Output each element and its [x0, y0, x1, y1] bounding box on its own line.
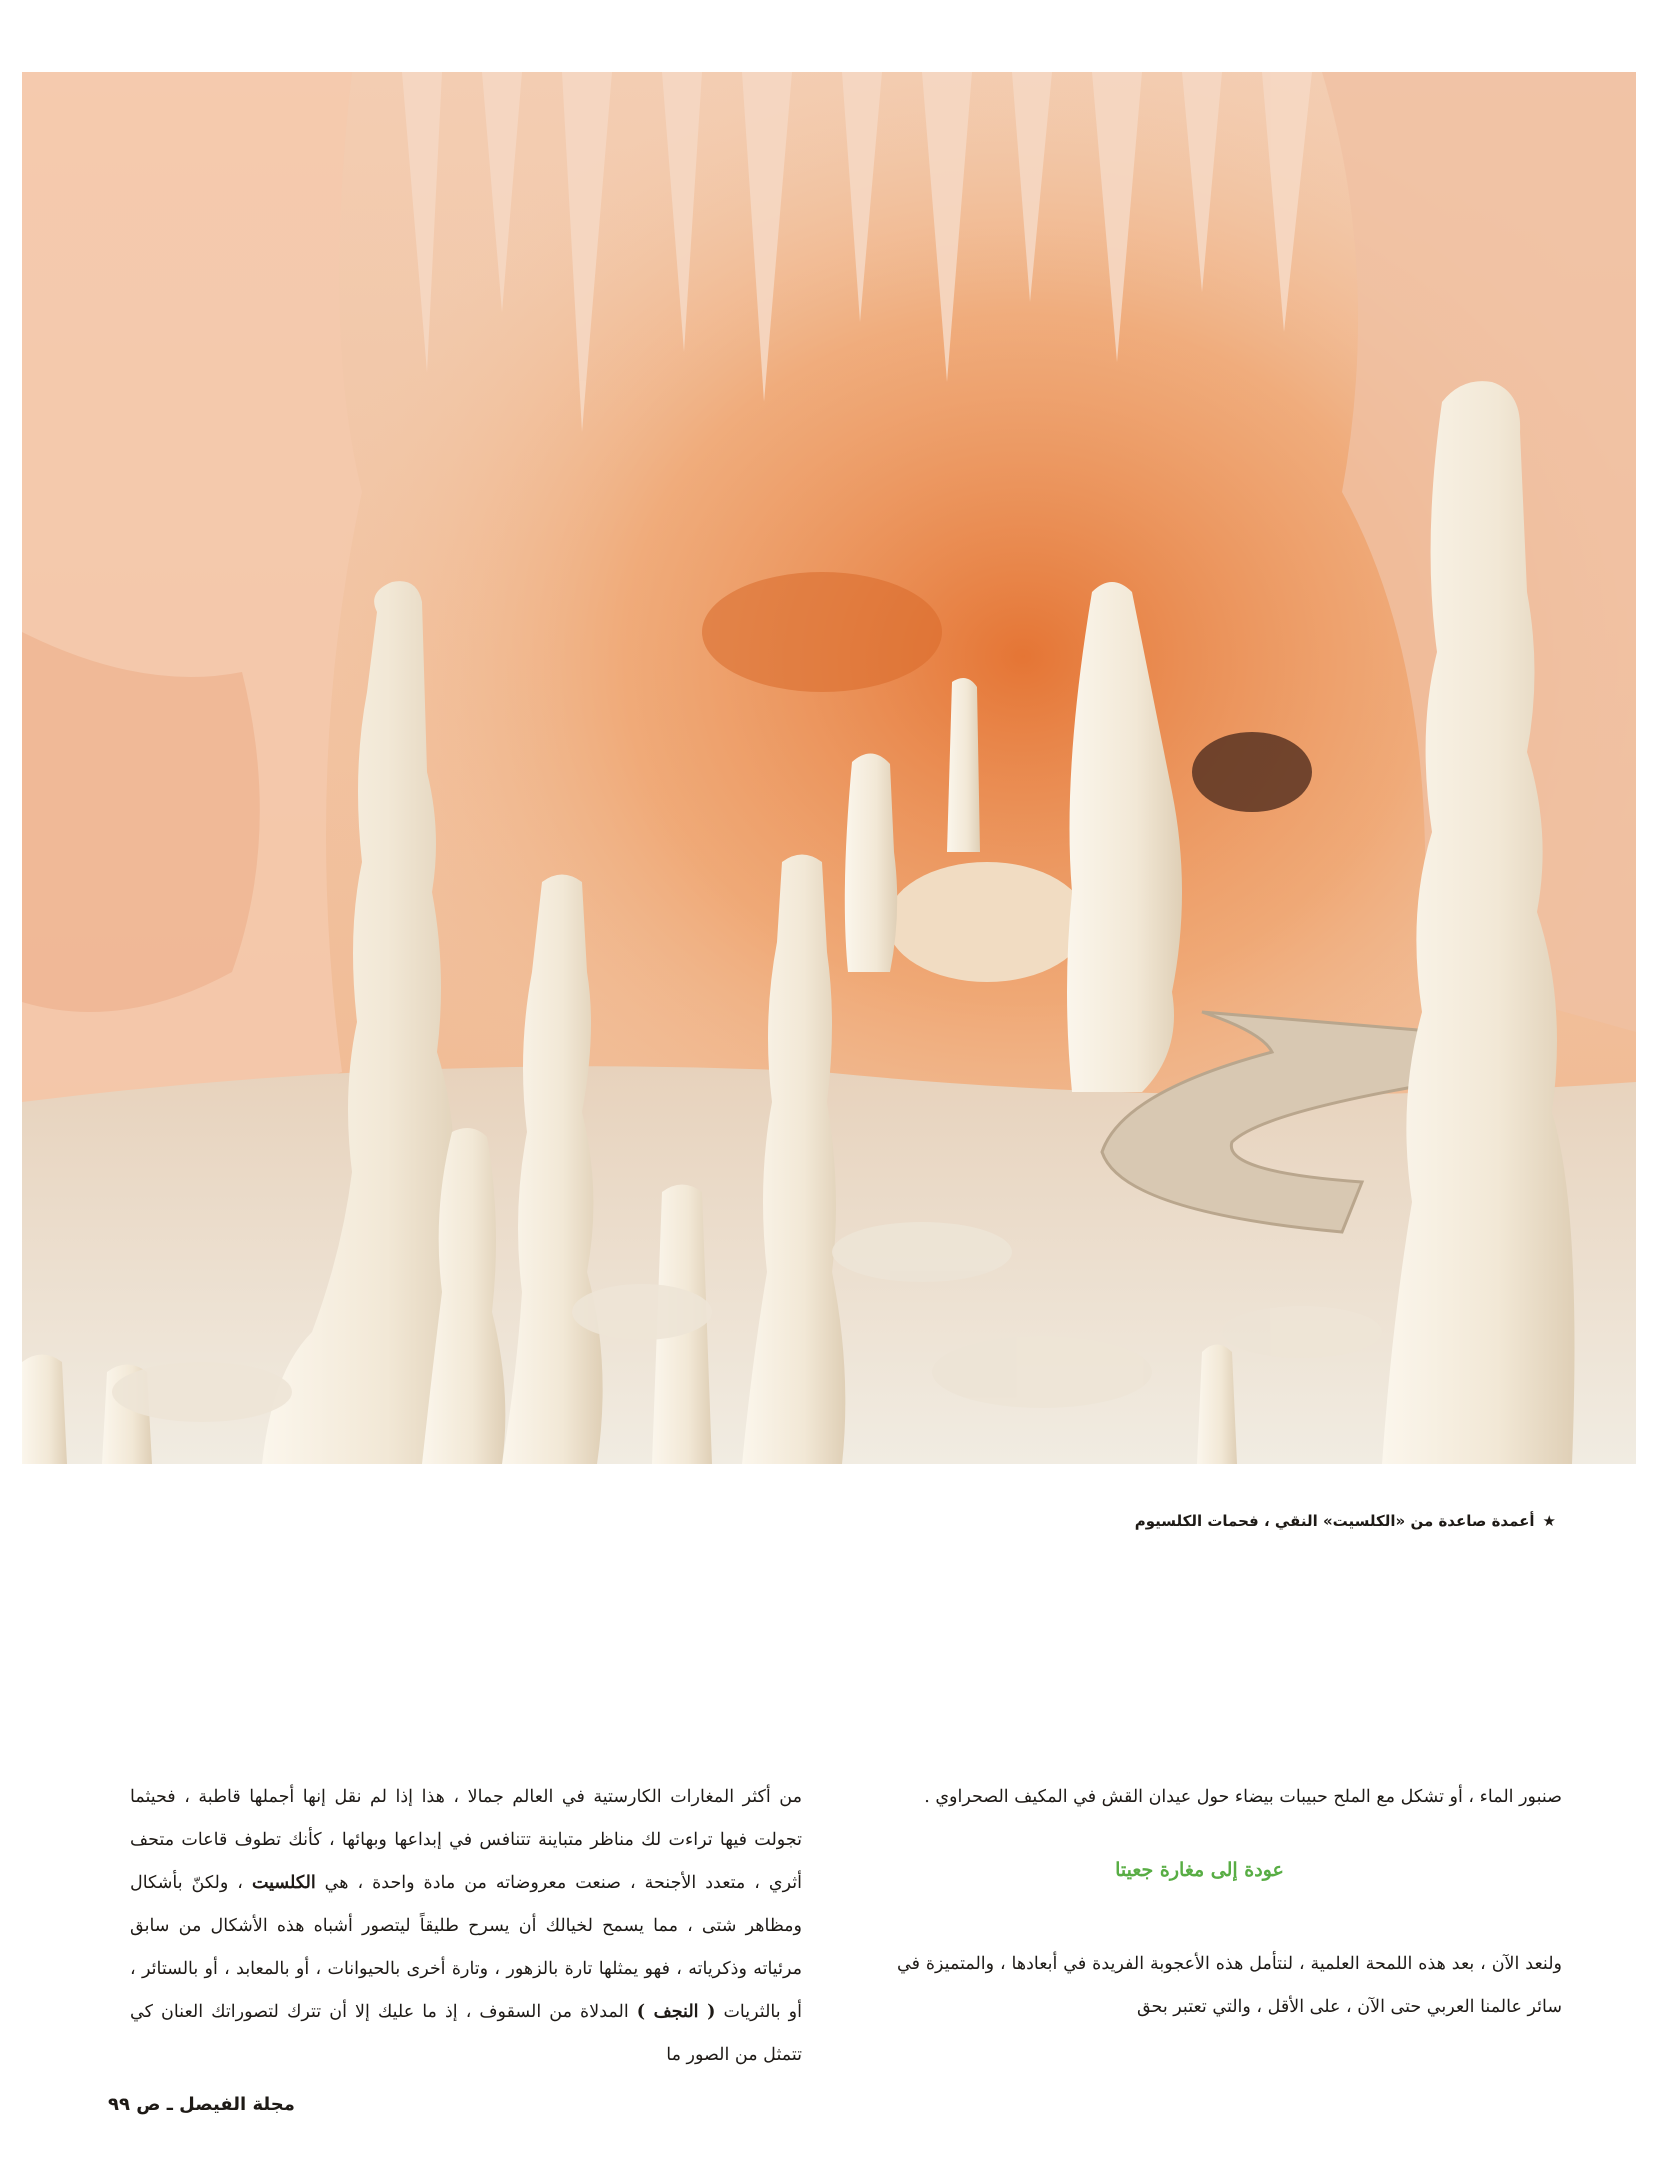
stalagmite-edge-left	[22, 1355, 67, 1465]
right-column	[897, 1776, 1562, 2029]
glowing-recess	[702, 572, 942, 692]
cave-illustration	[22, 72, 1636, 1464]
keyword-calcite: الكلسيت	[251, 1873, 316, 1893]
stalagmite-far	[947, 678, 980, 852]
stalagmite-small-right	[1197, 1345, 1237, 1465]
paragraph-karst-caves	[130, 1776, 802, 2077]
boulder	[887, 862, 1087, 982]
left-column	[130, 1776, 802, 2077]
section-heading: عودة إلى مغارة جعيتا	[1115, 1859, 1284, 1881]
paragraph-part-1: من أكثر المغارات الكارستية في العالم جمالا ، هذا إذا لم نقل إنها أجملها قاطبة ، فحيثما تجولت فيها تراءت لك مناظر متباينة تتنافس في إبداعها وبهائها ، كأنك تطوف قاعات متحف أثري ، متعدد الأجنحة ، صنعت معروضاته من مادة واحدة ، هي	[130, 1787, 802, 1893]
paragraph-part-2: ، ولكنّ بأشكال ومظاهر شتى ، مما يسمح لخيالك أن يسرح طليقاً ليتصور أشباه هذه الأشكال من سابق مرئياته وذكرياته ، فهو يمثلها تارة بالزهور ، وتارة أخرى بالحيوانات ، أو بالمعابد ، أو بالستائر ، أو بالثريات	[130, 1873, 802, 2022]
paragraph-return-to-jeita: ولنعد الآن ، بعد هذه اللمحة العلمية ، لنتأمل هذه الأعجوبة الفريدة في أبعادها ، والمتميزة في سائر عالمنا العربي حتى الآن ، على الأقل ، والتي تعتبر بحق	[897, 1954, 1562, 2017]
paragraph-desert-cooler: صنبور الماء ، أو تشكل مع الملح حبيبات بيضاء حول عيدان القش في المكيف الصحراوي .	[924, 1787, 1562, 1807]
dark-recess	[1192, 732, 1312, 812]
keyword-najaf: ( النجف )	[636, 2002, 716, 2022]
caption-text: أعمدة صاعدة من «الكلسيت» النقي ، فحمات الكلسيوم	[1134, 1512, 1535, 1530]
caption-star-icon: ★	[1542, 1512, 1556, 1530]
paragraph-part-3: المدلاة من السقوف ، إذ ما عليك إلا أن تترك لتصوراتك العنان كي تتمثل من الصور ما	[130, 2002, 802, 2065]
left-wall-fold	[22, 632, 260, 1012]
cave-photograph	[22, 72, 1636, 1464]
stalagmite-back	[845, 753, 897, 972]
photo-caption	[1135, 1512, 1556, 1530]
page-footer: مجلة الفيصل ـ ص ٩٩	[108, 2094, 295, 2115]
